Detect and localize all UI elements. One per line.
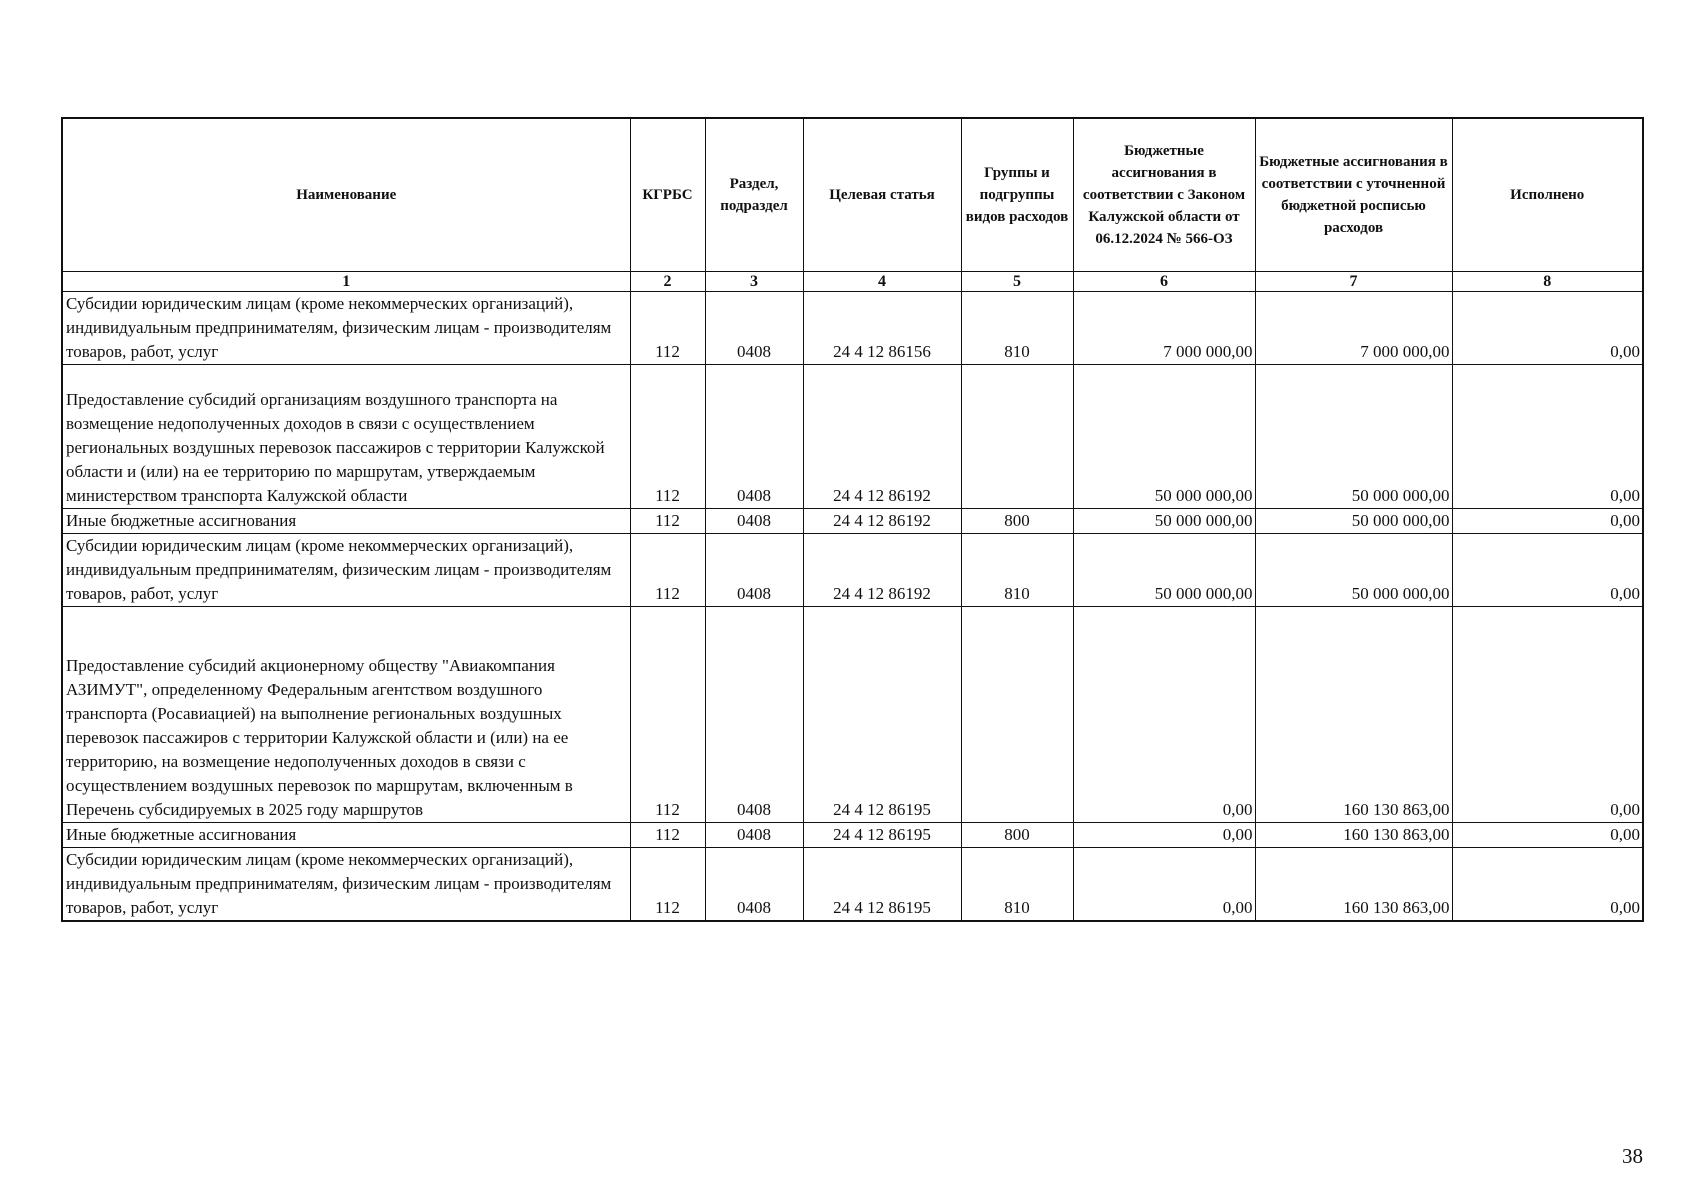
row-section: 0408 — [705, 607, 803, 823]
row-executed-amount: 0,00 — [1452, 823, 1643, 848]
column-number: 2 — [630, 272, 705, 292]
header-row — [62, 118, 1643, 272]
row-name: Предоставление субсидий организациям воздушного транспорта на возмещение недополученных доходов в связи с осуществлением региональных воздушных перевозок пассажиров с территории Калужской области и (или) на ее территорию по маршрутам, утверждаемым министерством транспорта Калужской области — [62, 365, 630, 509]
row-refined-amount: 160 130 863,00 — [1255, 607, 1452, 823]
row-executed-amount: 0,00 — [1452, 534, 1643, 607]
column-number: 5 — [961, 272, 1073, 292]
column-number: 7 — [1255, 272, 1452, 292]
row-executed-amount: 0,00 — [1452, 607, 1643, 823]
row-group: 810 — [961, 292, 1073, 365]
header-kgrbs: КГРБС — [630, 118, 705, 272]
row-law-amount: 50 000 000,00 — [1073, 534, 1255, 607]
row-group: 810 — [961, 534, 1073, 607]
row-group: 810 — [961, 848, 1073, 922]
row-kgrbs: 112 — [630, 365, 705, 509]
column-number-row — [62, 272, 1643, 292]
row-target: 24 4 12 86195 — [803, 823, 961, 848]
row-kgrbs: 112 — [630, 848, 705, 922]
row-section: 0408 — [705, 292, 803, 365]
budget-table-container — [61, 117, 1644, 922]
table-row — [62, 607, 1643, 823]
row-refined-amount: 160 130 863,00 — [1255, 848, 1452, 922]
column-number: 3 — [705, 272, 803, 292]
row-section: 0408 — [705, 365, 803, 509]
row-section: 0408 — [705, 848, 803, 922]
row-refined-amount: 160 130 863,00 — [1255, 823, 1452, 848]
row-name: Предоставление субсидий акционерному обществу "Авиакомпания АЗИМУТ", определенному Федеральным агентством воздушного транспорта (Росавиацией) на выполнение региональных воздушных перевозок пассажиров с территории Калужской области и (или) на ее территорию, на возмещение недополученных доходов в связи с осуществлением воздушных перевозок по маршрутам, включенным в Перечень субсидируемых в 2025 году маршрутов — [62, 607, 630, 823]
row-name: Иные бюджетные ассигнования — [62, 509, 630, 534]
row-law-amount: 0,00 — [1073, 823, 1255, 848]
row-target: 24 4 12 86192 — [803, 534, 961, 607]
row-law-amount: 0,00 — [1073, 607, 1255, 823]
row-refined-amount: 50 000 000,00 — [1255, 365, 1452, 509]
row-kgrbs: 112 — [630, 607, 705, 823]
header-name: Наименование — [62, 118, 630, 272]
row-target: 24 4 12 86192 — [803, 509, 961, 534]
page-number: 38 — [1622, 1144, 1643, 1168]
header-expense-groups: Группы и подгруппы видов расходов — [961, 118, 1073, 272]
row-executed-amount: 0,00 — [1452, 365, 1643, 509]
row-section: 0408 — [705, 509, 803, 534]
row-target: 24 4 12 86156 — [803, 292, 961, 365]
header-refined-allocations: Бюджетные ассигнования в соответствии с уточненной бюджетной росписью расходов — [1255, 118, 1452, 272]
row-refined-amount: 50 000 000,00 — [1255, 534, 1452, 607]
header-law-allocations: Бюджетные ассигнования в соответствии с Законом Калужской области от 06.12.2024 № 566-ОЗ — [1073, 118, 1255, 272]
row-executed-amount: 0,00 — [1452, 509, 1643, 534]
row-group: 800 — [961, 823, 1073, 848]
header-executed: Исполнено — [1452, 118, 1643, 272]
row-law-amount: 7 000 000,00 — [1073, 292, 1255, 365]
column-number: 1 — [62, 272, 630, 292]
row-executed-amount: 0,00 — [1452, 292, 1643, 365]
row-executed-amount: 0,00 — [1452, 848, 1643, 922]
row-kgrbs: 112 — [630, 534, 705, 607]
row-target: 24 4 12 86192 — [803, 365, 961, 509]
row-name: Субсидии юридическим лицам (кроме некоммерческих организаций), индивидуальным предпринимателям, физическим лицам - производителям товаров, работ, услуг — [62, 292, 630, 365]
row-law-amount: 50 000 000,00 — [1073, 509, 1255, 534]
row-name: Иные бюджетные ассигнования — [62, 823, 630, 848]
header-section: Раздел, подраздел — [705, 118, 803, 272]
row-name: Субсидии юридическим лицам (кроме некоммерческих организаций), индивидуальным предпринимателям, физическим лицам - производителям товаров, работ, услуг — [62, 848, 630, 922]
row-kgrbs: 112 — [630, 292, 705, 365]
row-section: 0408 — [705, 534, 803, 607]
row-target: 24 4 12 86195 — [803, 607, 961, 823]
row-kgrbs: 112 — [630, 823, 705, 848]
row-group: 800 — [961, 509, 1073, 534]
row-group — [961, 607, 1073, 823]
row-law-amount: 50 000 000,00 — [1073, 365, 1255, 509]
table-row — [62, 534, 1643, 607]
row-section: 0408 — [705, 823, 803, 848]
table-row — [62, 509, 1643, 534]
row-refined-amount: 7 000 000,00 — [1255, 292, 1452, 365]
budget-table — [61, 117, 1644, 922]
row-name: Субсидии юридическим лицам (кроме некоммерческих организаций), индивидуальным предпринимателям, физическим лицам - производителям товаров, работ, услуг — [62, 534, 630, 607]
table-row — [62, 848, 1643, 922]
table-row — [62, 365, 1643, 509]
column-number: 4 — [803, 272, 961, 292]
row-law-amount: 0,00 — [1073, 848, 1255, 922]
row-kgrbs: 112 — [630, 509, 705, 534]
row-target: 24 4 12 86195 — [803, 848, 961, 922]
header-target-article: Целевая статья — [803, 118, 961, 272]
row-refined-amount: 50 000 000,00 — [1255, 509, 1452, 534]
row-group — [961, 365, 1073, 509]
table-row — [62, 823, 1643, 848]
column-number: 6 — [1073, 272, 1255, 292]
table-row — [62, 292, 1643, 365]
column-number: 8 — [1452, 272, 1643, 292]
